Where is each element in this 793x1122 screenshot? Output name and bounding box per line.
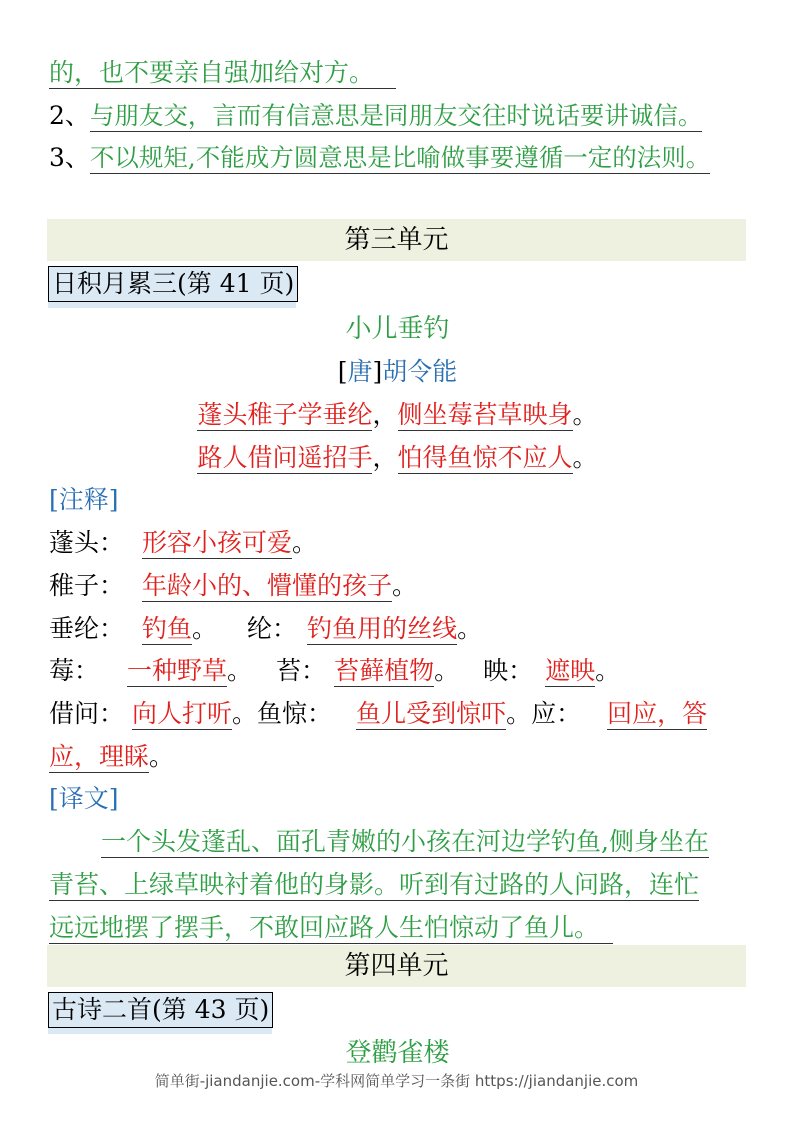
- label-shadow: [48, 1028, 272, 1034]
- note-row-6: [49, 740, 746, 774]
- note-definition: 向人打听: [132, 699, 233, 728]
- poem-verse-1: [49, 398, 746, 432]
- note-row-3: [49, 612, 746, 646]
- verse-2b: 怕得鱼惊不应人: [397, 443, 573, 472]
- poem-verse-2: [49, 441, 746, 475]
- label-shadow: [48, 302, 296, 308]
- note-definition: 钓鱼: [142, 614, 193, 643]
- verse-period: 。: [572, 443, 598, 472]
- item-3-number: 3、: [49, 143, 90, 172]
- unit-4-section-label: 古诗二首(第 43 页): [48, 992, 273, 1028]
- note-definition: 遮映: [545, 656, 596, 685]
- note-term: 借问：: [49, 699, 125, 728]
- note-term: 苔：: [276, 656, 327, 685]
- note-term: 纶：: [247, 614, 298, 643]
- item-2-number: 2、: [49, 101, 90, 130]
- note-row-4: [49, 654, 746, 688]
- note-definition: 一种野草: [127, 656, 228, 685]
- page-footer: 简单街-jiandanjie.com-学科网简单学习一条街 https://jiandanjie.com: [154, 1072, 639, 1090]
- unit-4-title: 第四单元: [344, 951, 449, 981]
- unit-3-title: 第三单元: [344, 225, 449, 255]
- poem-author-line: [49, 355, 746, 389]
- note-term: 稚子：: [49, 571, 125, 600]
- note-definition: 年龄小的、懵懂的孩子: [142, 571, 393, 600]
- item-2-text: 与朋友交，言而有信意思是同朋友交往时说话要讲诚信。: [89, 101, 703, 130]
- poem-dynasty: 唐: [347, 357, 373, 386]
- unit-4-heading-band: [47, 945, 746, 987]
- poem-author: 胡令能: [382, 357, 458, 386]
- verse-2a: 路人借问遥招手: [197, 443, 373, 472]
- note-term: 蓬头：: [49, 528, 125, 557]
- continuation-text: 的，也不要亲自强加给对方。: [49, 58, 396, 89]
- continuation-line: [49, 56, 746, 90]
- note-period: 。: [457, 614, 483, 643]
- note-term: 映：: [483, 656, 534, 685]
- verse-comma: ，: [372, 400, 398, 429]
- poem-title: 小儿垂钓: [345, 314, 450, 344]
- note-row-1: [49, 526, 746, 560]
- translation-line-2: [49, 868, 746, 902]
- note-period: 。: [595, 656, 621, 685]
- translation-text: 远远地摆了摆手，不敢回应路人生怕惊动了鱼儿。: [49, 913, 613, 944]
- verse-1a: 蓬头稚子学垂纶: [197, 400, 373, 429]
- note-period: 。: [392, 571, 418, 600]
- unit-3-section-label: 日积月累三(第 41 页): [48, 266, 298, 302]
- item-2: [49, 99, 746, 133]
- bracket-close: ]: [372, 357, 383, 386]
- note-row-2: [49, 569, 746, 603]
- item-3: [49, 141, 746, 175]
- note-term: 鱼惊：: [257, 699, 333, 728]
- note-definition-continued: 应，理睬: [49, 742, 150, 771]
- item-3-text: 不以规矩,不能成方圆意思是比喻做事要遵循一定的法则。: [89, 143, 711, 172]
- poem-title-unit-4: 登鹳雀楼: [345, 1038, 450, 1068]
- note-period: 。: [149, 742, 175, 771]
- note-period: 。: [506, 699, 532, 728]
- note-definition: 鱼儿受到惊吓: [356, 699, 507, 728]
- note-period: 。: [227, 656, 253, 685]
- note-definition: 形容小孩可爱: [142, 528, 293, 557]
- verse-comma: ，: [372, 443, 398, 472]
- note-term: 垂纶：: [49, 614, 125, 643]
- note-period: 。: [292, 528, 318, 557]
- translation-text: 青苔、上绿草映衬着他的身影。听到有过路的人问路，连忙: [49, 870, 700, 899]
- note-period: 。: [434, 656, 460, 685]
- translation-line-1: [49, 825, 746, 859]
- translation-text: 一个头发蓬乱、面孔青嫩的小孩在河边学钓鱼,侧身坐在: [101, 827, 709, 856]
- note-term: 莓：: [49, 656, 100, 685]
- verse-period: 。: [572, 400, 598, 429]
- translation-line-3: [49, 911, 746, 945]
- bracket-open: [: [337, 357, 348, 386]
- note-period: 。: [192, 614, 218, 643]
- translation-heading: [译文]: [49, 784, 119, 813]
- note-row-5: [49, 697, 746, 731]
- note-definition: 钓鱼用的丝线: [307, 614, 458, 643]
- notes-heading: [注释]: [49, 485, 119, 514]
- note-period: 。: [232, 699, 258, 728]
- note-definition: 苔藓植物: [334, 656, 435, 685]
- verse-1b: 侧坐莓苔草映身: [397, 400, 573, 429]
- note-term: 应：: [531, 699, 582, 728]
- unit-3-heading-band: [47, 219, 746, 261]
- note-definition: 回应，答: [607, 699, 708, 728]
